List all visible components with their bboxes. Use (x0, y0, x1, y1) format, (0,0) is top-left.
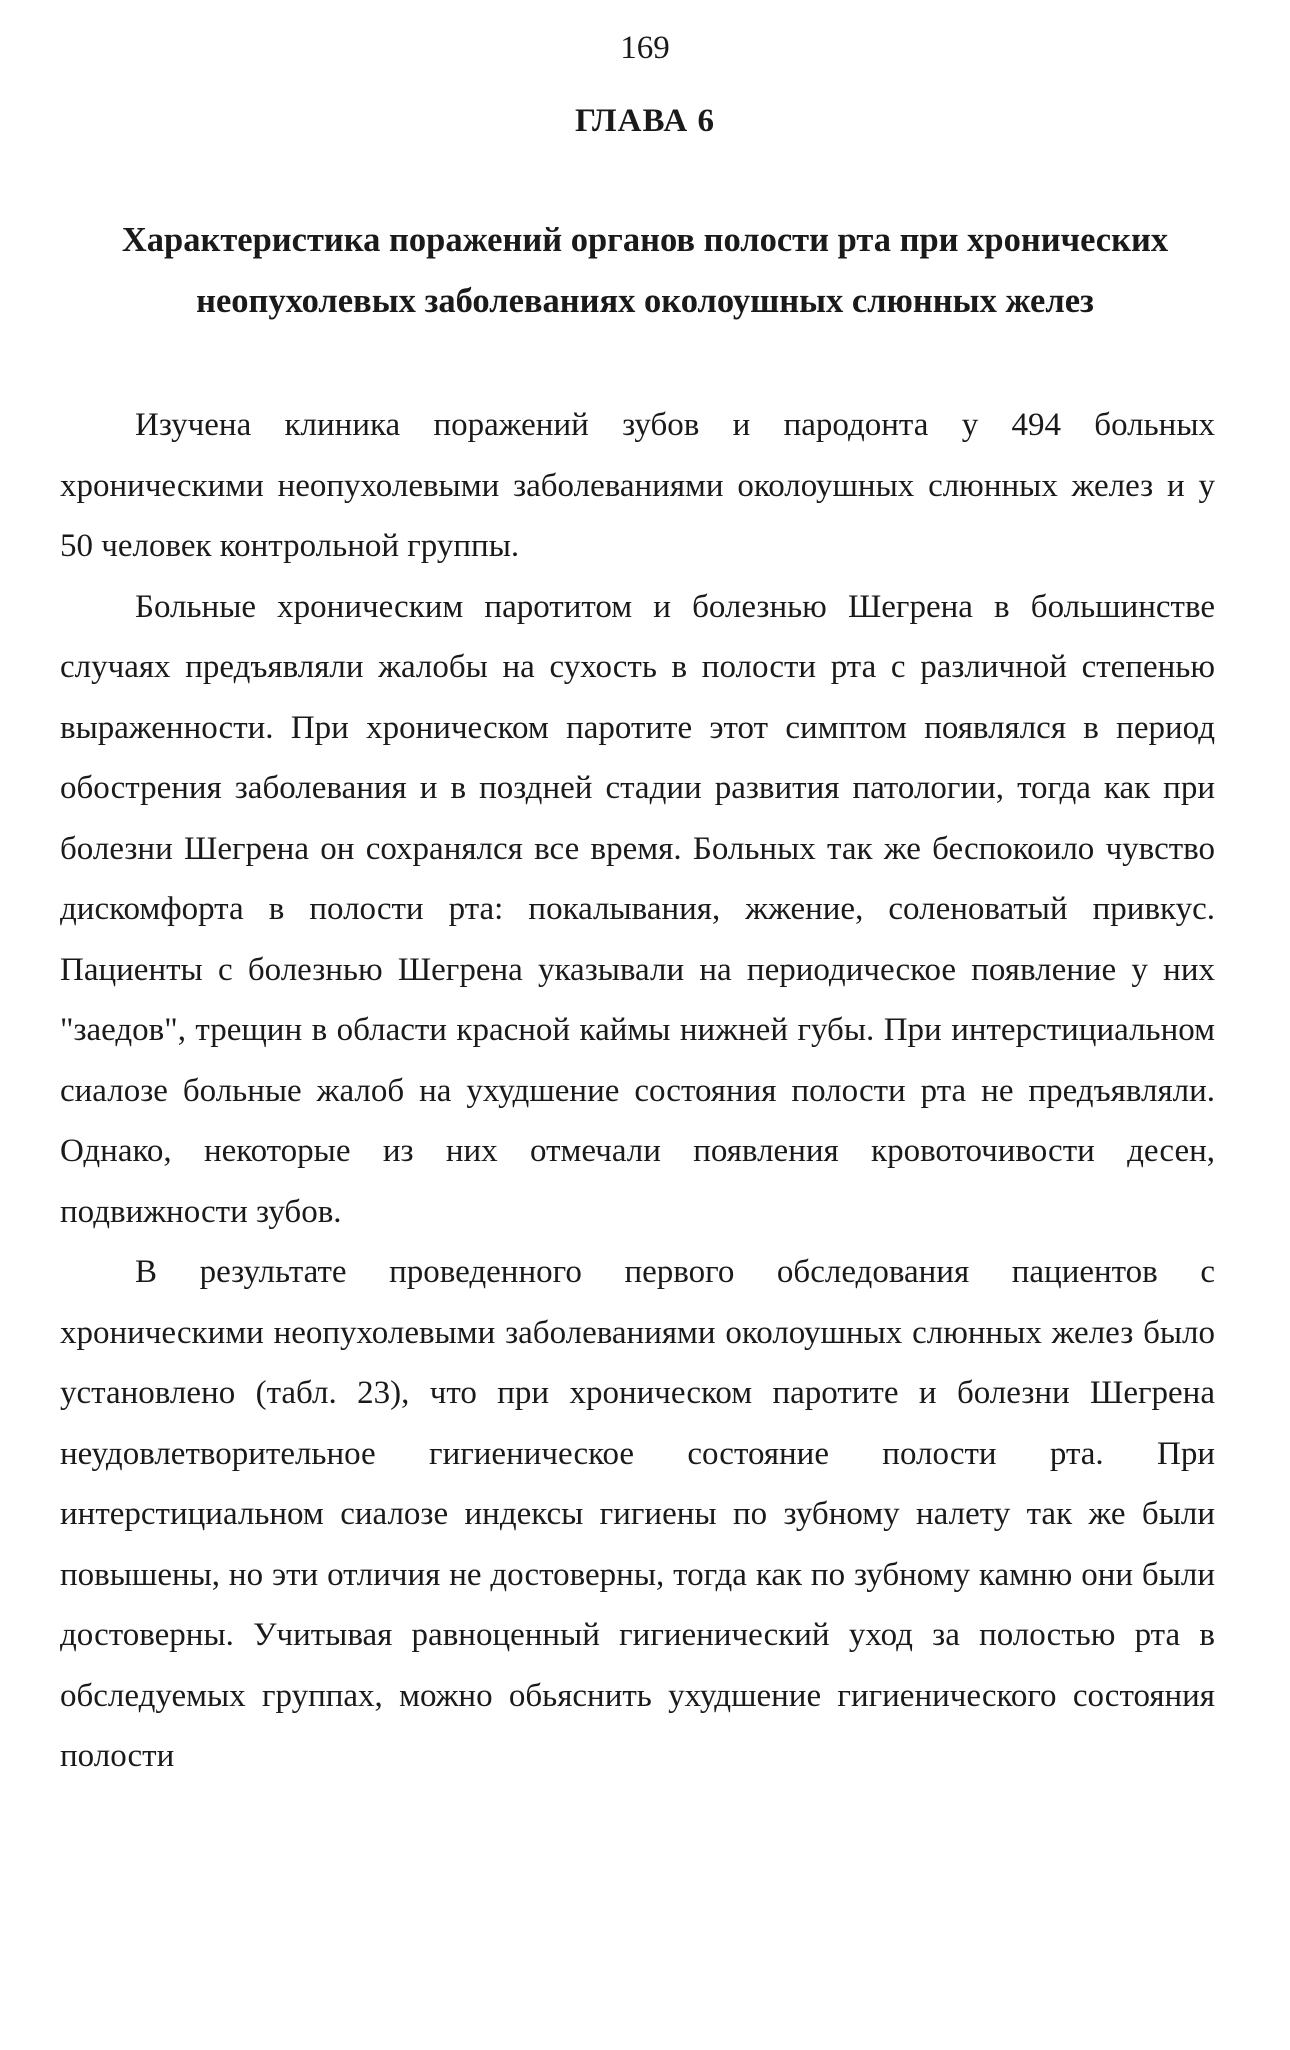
page-number: 169 (620, 30, 670, 66)
chapter-label: ГЛАВА 6 (575, 103, 715, 139)
paragraph: Изучена клиника поражений зубов и пародонта у 494 больных хроническими неопухолевыми заболеваниями околоушных слюнных желез и у 50 человек контрольной группы. (60, 407, 1215, 564)
body-text (60, 395, 1215, 1787)
chapter-title: Характеристика поражений органов полости рта при хронических неопухолевых заболеваниях околоушных слюнных желез (121, 221, 1169, 320)
paragraph: В результате проведенного первого обследования пациентов с хроническими неопухолевыми заболеваниями околоушных слюнных желез было установлено (табл. 23), что при хроническом паротите и болезни Шегрена неудовлетворительное гигиеническое состояние полости рта. При интерстициальном сиалозе индексы гигиены по зубному налету так же были повышены, но эти отличия не достоверны, тогда как по зубному камню они были достоверны. Учитывая равноценный гигиенический уход за полостью рта в обследуемых группах, можно обьяснить ухудшение гигиенического состояния полости (60, 1254, 1215, 1774)
paragraph: Больные хроническим паротитом и болезнью Шегрена в большинстве случаях предъявляли жалобы на сухость в полости рта с различной степенью выраженности. При хроническом паротите этот симптом появлялся в период обострения заболевания и в поздней стадии развития патологии, тогда как при болезни Шегрена он сохранялся все время. Больных так же беспокоило чувство дискомфорта в полости рта: покалывания, жжение, соленоватый привкус. Пациенты с болезнью Шегрена указывали на периодическое появление у них "заедов", трещин в области красной каймы нижней губы. При интерстициальном сиалозе больные жалоб на ухудшение состояния полости рта не предъявляли. Однако, некоторые из них отмечали появления кровоточивости десен, подвижности зубов. (60, 588, 1215, 1230)
